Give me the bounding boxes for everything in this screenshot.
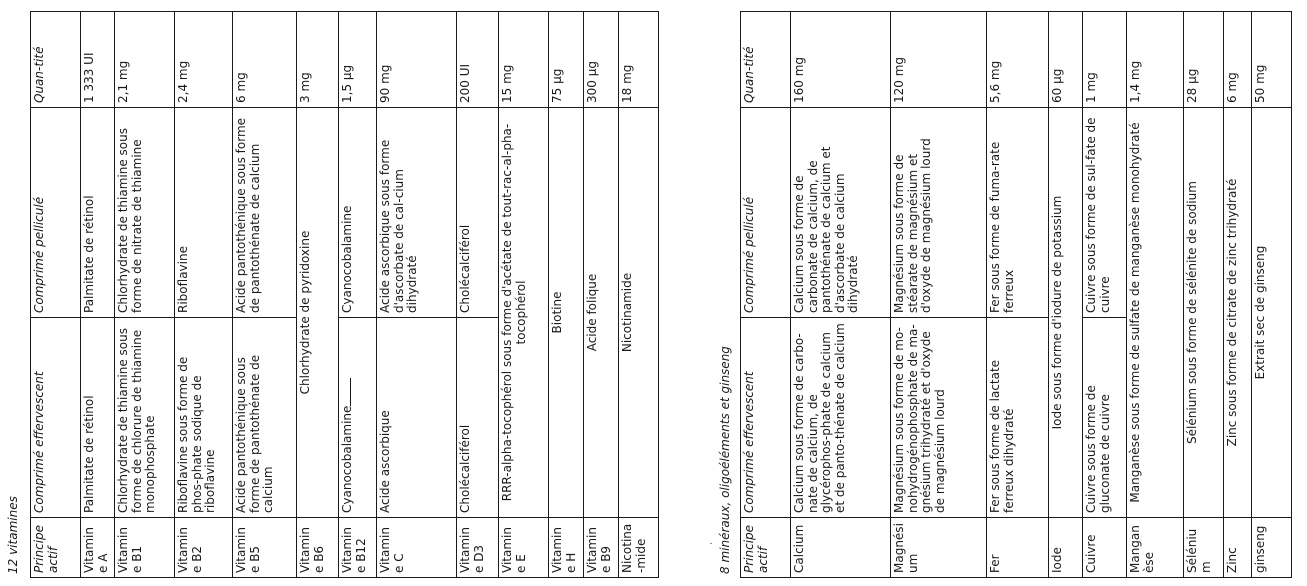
cell-pellicule: Acide ascorbique sous forme d'ascorbate de cal-cium dihydraté xyxy=(377,108,457,318)
header-quantite: Quan-tité xyxy=(741,12,791,108)
table-row xyxy=(233,12,297,578)
cell-principe: Vitamine B12 xyxy=(339,518,377,578)
cell-principe: Vitamine B1 xyxy=(115,518,175,578)
table-row xyxy=(175,12,233,578)
cell-principe: Vitamine E xyxy=(499,518,549,578)
cell-quantite: 6 mg xyxy=(1224,12,1252,108)
table-row xyxy=(457,12,499,578)
cell-effervescent: Cyanocobalamine xyxy=(339,318,377,518)
table-row xyxy=(987,12,1049,578)
cell-effervescent: Magnésium sous forme de mo-nohydrogénophosphate de ma-gnésium trihydraté et d'oxyde de magnésium lourd xyxy=(891,318,987,518)
cell-merged: Sélénium sous forme de sélénite de sodium xyxy=(1184,108,1224,518)
header-principe: Principe actif xyxy=(31,518,81,578)
header-effervescent: Comprimé effervescent xyxy=(31,318,81,518)
table-row xyxy=(1184,12,1224,578)
table-row xyxy=(1049,12,1083,578)
cell-effervescent: Chlorhydrate de thiamine sous forme de chlorure de thiamine monophosphate xyxy=(115,318,175,518)
cell-effervescent: Cholécalciférol xyxy=(457,318,499,518)
table-row xyxy=(115,12,175,578)
cell-effervescent: Riboflavine sous forme de phos-phate sodique de riboflavine xyxy=(175,318,233,518)
cell-pellicule: Calcium sous forme de carbonate de calcium, de pantothénate de calcium et d'ascorbate de calcium dihydraté xyxy=(791,108,891,318)
cell-merged: RRR-alpha-tocophérol sous forme d'acétate de tout-rac-al-pha-tocophérol xyxy=(499,108,549,518)
header-pellicule: Comprimé pelliculé xyxy=(31,108,81,318)
cell-effervescent: Calcium sous forme de carbo-nate de calcium, de glycérophos-phate de calcium et de panto-thénate de calcium xyxy=(791,318,891,518)
section-title-minerals: 8 minéraux, oligoéléments et ginseng xyxy=(718,346,732,574)
header-row xyxy=(31,12,81,578)
header-principe: Principe actif xyxy=(741,518,791,578)
cell-principe: Calcium xyxy=(791,518,891,578)
table-row xyxy=(499,12,549,578)
cell-pellicule: Cyanocobalamine xyxy=(339,108,377,318)
cell-principe: Sélénium xyxy=(1184,518,1224,578)
cell-quantite: 3 mg xyxy=(297,12,339,108)
cell-principe: Vitamine D3 xyxy=(457,518,499,578)
cell-principe: Vitamine B6 xyxy=(297,518,339,578)
header-row xyxy=(741,12,791,578)
table-row xyxy=(1224,12,1252,578)
table-row xyxy=(584,12,619,578)
table-row xyxy=(549,12,584,578)
cell-effervescent: Cuivre sous forme de gluconate de cuivre xyxy=(1083,318,1127,518)
cell-pellicule: Acide pantothénique sous forme de pantothénate de calcium xyxy=(233,108,297,318)
table-row xyxy=(339,12,377,578)
cell-merged: Chlorhydrate de pyridoxine xyxy=(297,108,339,518)
cell-quantite: 1 333 UI xyxy=(81,12,115,108)
cell-pellicule: Riboflavine xyxy=(175,108,233,318)
cell-pellicule: Cholécalciférol xyxy=(457,108,499,318)
table-row xyxy=(1127,12,1184,578)
table-row xyxy=(791,12,891,578)
cell-pellicule: Fer sous forme de fuma-rate ferreux xyxy=(987,108,1049,318)
cell-quantite: 200 UI xyxy=(457,12,499,108)
cell-effervescent: Acide pantothénique sous forme de pantothénate de calcium xyxy=(233,318,297,518)
cell-quantite: 75 µg xyxy=(549,12,584,108)
cell-principe: ginseng xyxy=(1252,518,1292,578)
cell-quantite: 1,5 µg xyxy=(339,12,377,108)
cell-principe: Vitamine B5 xyxy=(233,518,297,578)
cell-pellicule: Cuivre sous forme de sul-fate de cuivre xyxy=(1083,108,1127,318)
minerals-table xyxy=(740,11,1292,578)
cell-merged: Iode sous forme d'iodure de potassium xyxy=(1049,108,1083,518)
table-row xyxy=(1252,12,1292,578)
table-row xyxy=(377,12,457,578)
cell-effervescent: Fer sous forme de lactate ferreux dihydraté xyxy=(987,318,1049,518)
text-cursor-mark xyxy=(348,378,351,406)
cell-quantite: 2,4 mg xyxy=(175,12,233,108)
cell-principe: Vitamine H xyxy=(549,518,584,578)
table-row xyxy=(81,12,115,578)
cell-quantite: 15 mg xyxy=(499,12,549,108)
cell-quantite: 18 mg xyxy=(619,12,659,108)
table-row xyxy=(1083,12,1127,578)
table-row xyxy=(891,12,987,578)
stray-mark: ˙ xyxy=(710,541,721,546)
cell-quantite: 120 mg xyxy=(891,12,987,108)
cell-quantite: 300 µg xyxy=(584,12,619,108)
cell-pellicule: Palmitate de rétinol xyxy=(81,108,115,318)
cell-principe: Magnésium xyxy=(891,518,987,578)
table-row xyxy=(297,12,339,578)
header-quantite: Quan-tité xyxy=(31,12,81,108)
cell-quantite: 60 µg xyxy=(1049,12,1083,108)
cell-merged: Manganèse sous forme de sulfate de manganèse monohydraté xyxy=(1127,108,1184,518)
cell-principe: Nicotina-mide xyxy=(619,518,659,578)
cell-pellicule: Magnésium sous forme de stéarate de magnésium et d'oxyde de magnésium lourd xyxy=(891,108,987,318)
cell-principe: Cuivre xyxy=(1083,518,1127,578)
cell-effervescent: Acide ascorbique xyxy=(377,318,457,518)
vitamins-table xyxy=(30,11,659,578)
cell-quantite: 160 mg xyxy=(791,12,891,108)
cell-merged: Nicotinamide xyxy=(619,108,659,518)
section-title-vitamins: 12 vitamines xyxy=(6,496,20,574)
cell-principe: Vitamine A xyxy=(81,518,115,578)
cell-quantite: 28 µg xyxy=(1184,12,1224,108)
cell-merged: Biotine xyxy=(549,108,584,518)
cell-principe: Manganèse xyxy=(1127,518,1184,578)
header-effervescent: Comprimé effervescent xyxy=(741,318,791,518)
cell-principe: Fer xyxy=(987,518,1049,578)
cell-quantite: 6 mg xyxy=(233,12,297,108)
cell-principe: Vitamine B2 xyxy=(175,518,233,578)
cell-effervescent: Palmitate de rétinol xyxy=(81,318,115,518)
cell-merged: Extrait sec de ginseng xyxy=(1252,108,1292,518)
cell-principe: Vitamine B9 xyxy=(584,518,619,578)
cell-quantite: 1 mg xyxy=(1083,12,1127,108)
cell-principe: Iode xyxy=(1049,518,1083,578)
cell-quantite: 50 mg xyxy=(1252,12,1292,108)
cell-quantite: 5,6 mg xyxy=(987,12,1049,108)
cell-quantite: 1,4 mg xyxy=(1127,12,1184,108)
cell-merged: Zinc sous forme de citrate de zinc trihydraté xyxy=(1224,108,1252,518)
cell-quantite: 90 mg xyxy=(377,12,457,108)
cell-pellicule: Chlorhydrate de thiamine sous forme de nitrate de thiamine xyxy=(115,108,175,318)
cell-merged: Acide folique xyxy=(584,108,619,518)
table-row xyxy=(619,12,659,578)
cell-principe: Vitamine C xyxy=(377,518,457,578)
header-pellicule: Comprimé pelliculé xyxy=(741,108,791,318)
cell-principe: Zinc xyxy=(1224,518,1252,578)
cell-quantite: 2,1 mg xyxy=(115,12,175,108)
